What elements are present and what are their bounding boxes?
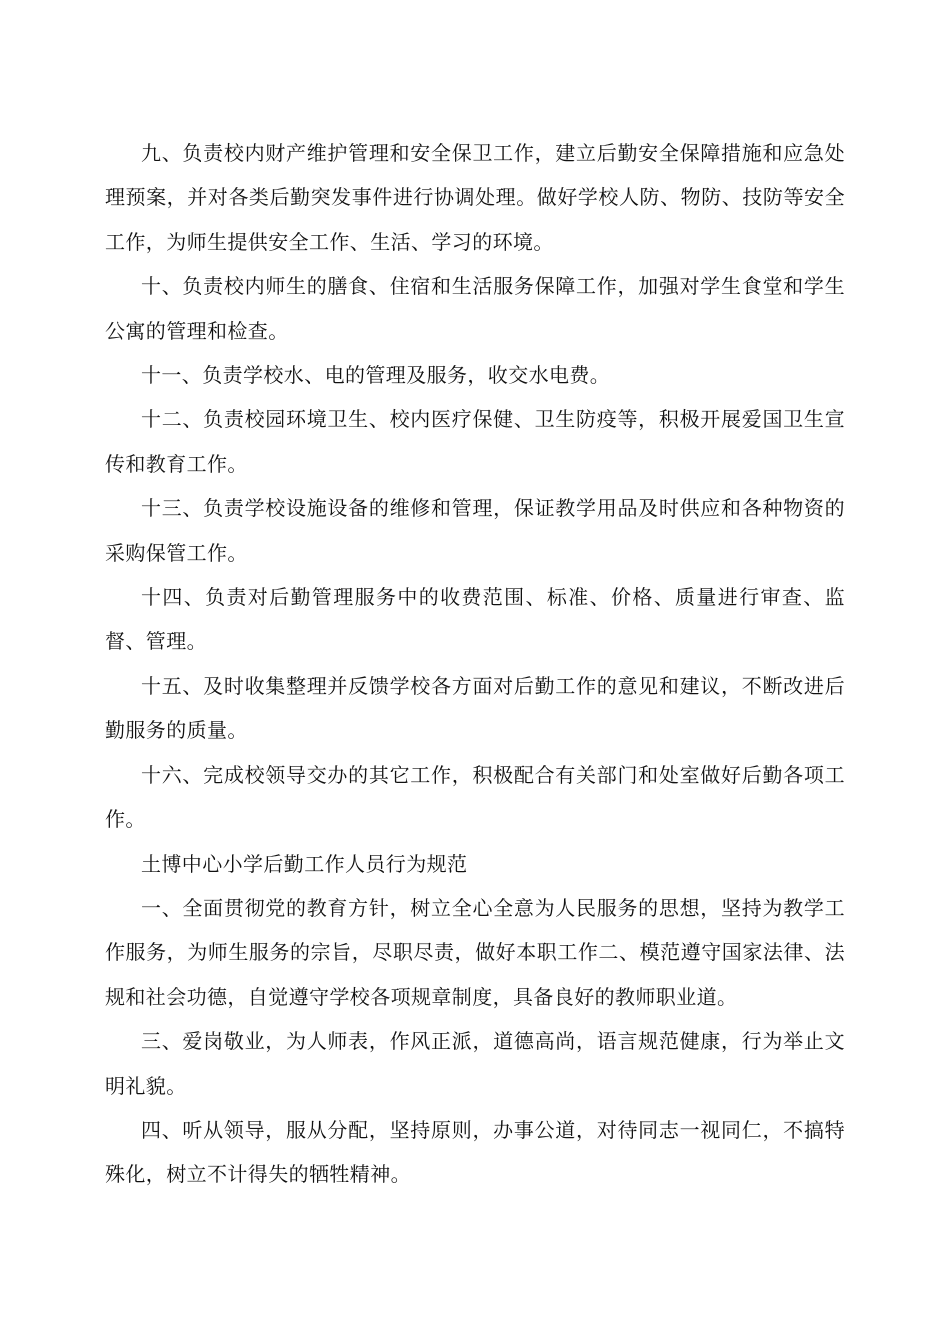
paragraph-item-14: 十四、负责对后勤管理服务中的收费范围、标准、价格、质量进行审查、监督、管理。 [105, 585, 845, 654]
paragraph-item-9: 九、负责校内财产维护管理和安全保卫工作，建立后勤安全保障措施和应急处理预案，并对各类后勤突发事件进行协调处理。做好学校人防、物防、技防等安全工作，为师生提供安全工作、生活、学习的环境。 [105, 141, 845, 254]
norm-item-1-2: 一、全面贯彻党的教育方针，树立全心全意为人民服务的思想，坚持为教学工作服务，为师生服务的宗旨，尽职尽责，做好本职工作二、模范遵守国家法律、法规和社会功德，自觉遵守学校各项规章制度，具备良好的教师职业道。 [105, 895, 845, 1009]
norm-item-4: 四、听从领导，服从分配，坚持原则，办事公道，对待同志一视同仁，不搞特殊化，树立不计得失的牺牲精神。 [105, 1117, 845, 1187]
paragraph-item-15: 十五、及时收集整理并反馈学校各方面对后勤工作的意见和建议，不断改进后勤服务的质量。 [105, 673, 845, 743]
paragraph-item-12: 十二、负责校园环境卫生、校内医疗保健、卫生防疫等，积极开展爱国卫生宣传和教育工作。 [105, 407, 845, 476]
section-heading: 土博中心小学后勤工作人员行为规范 [141, 851, 468, 876]
document-body [105, 131, 845, 1197]
paragraph-item-11: 十一、负责学校水、电的管理及服务，收交水电费。 [141, 363, 611, 388]
paragraph-item-13: 十三、负责学校设施设备的维修和管理，保证教学用品及时供应和各种物资的采购保管工作。 [105, 496, 845, 565]
paragraph-item-16: 十六、完成校领导交办的其它工作，积极配合有关部门和处室做好后勤各项工作。 [105, 762, 845, 832]
norm-item-3: 三、爱岗敬业，为人师表，作风正派，道德高尚，语言规范健康，行为举止文明礼貌。 [105, 1029, 845, 1098]
paragraph-item-10: 十、负责校内师生的膳食、住宿和生活服务保障工作，加强对学生食堂和学生公寓的管理和检查。 [105, 274, 845, 343]
